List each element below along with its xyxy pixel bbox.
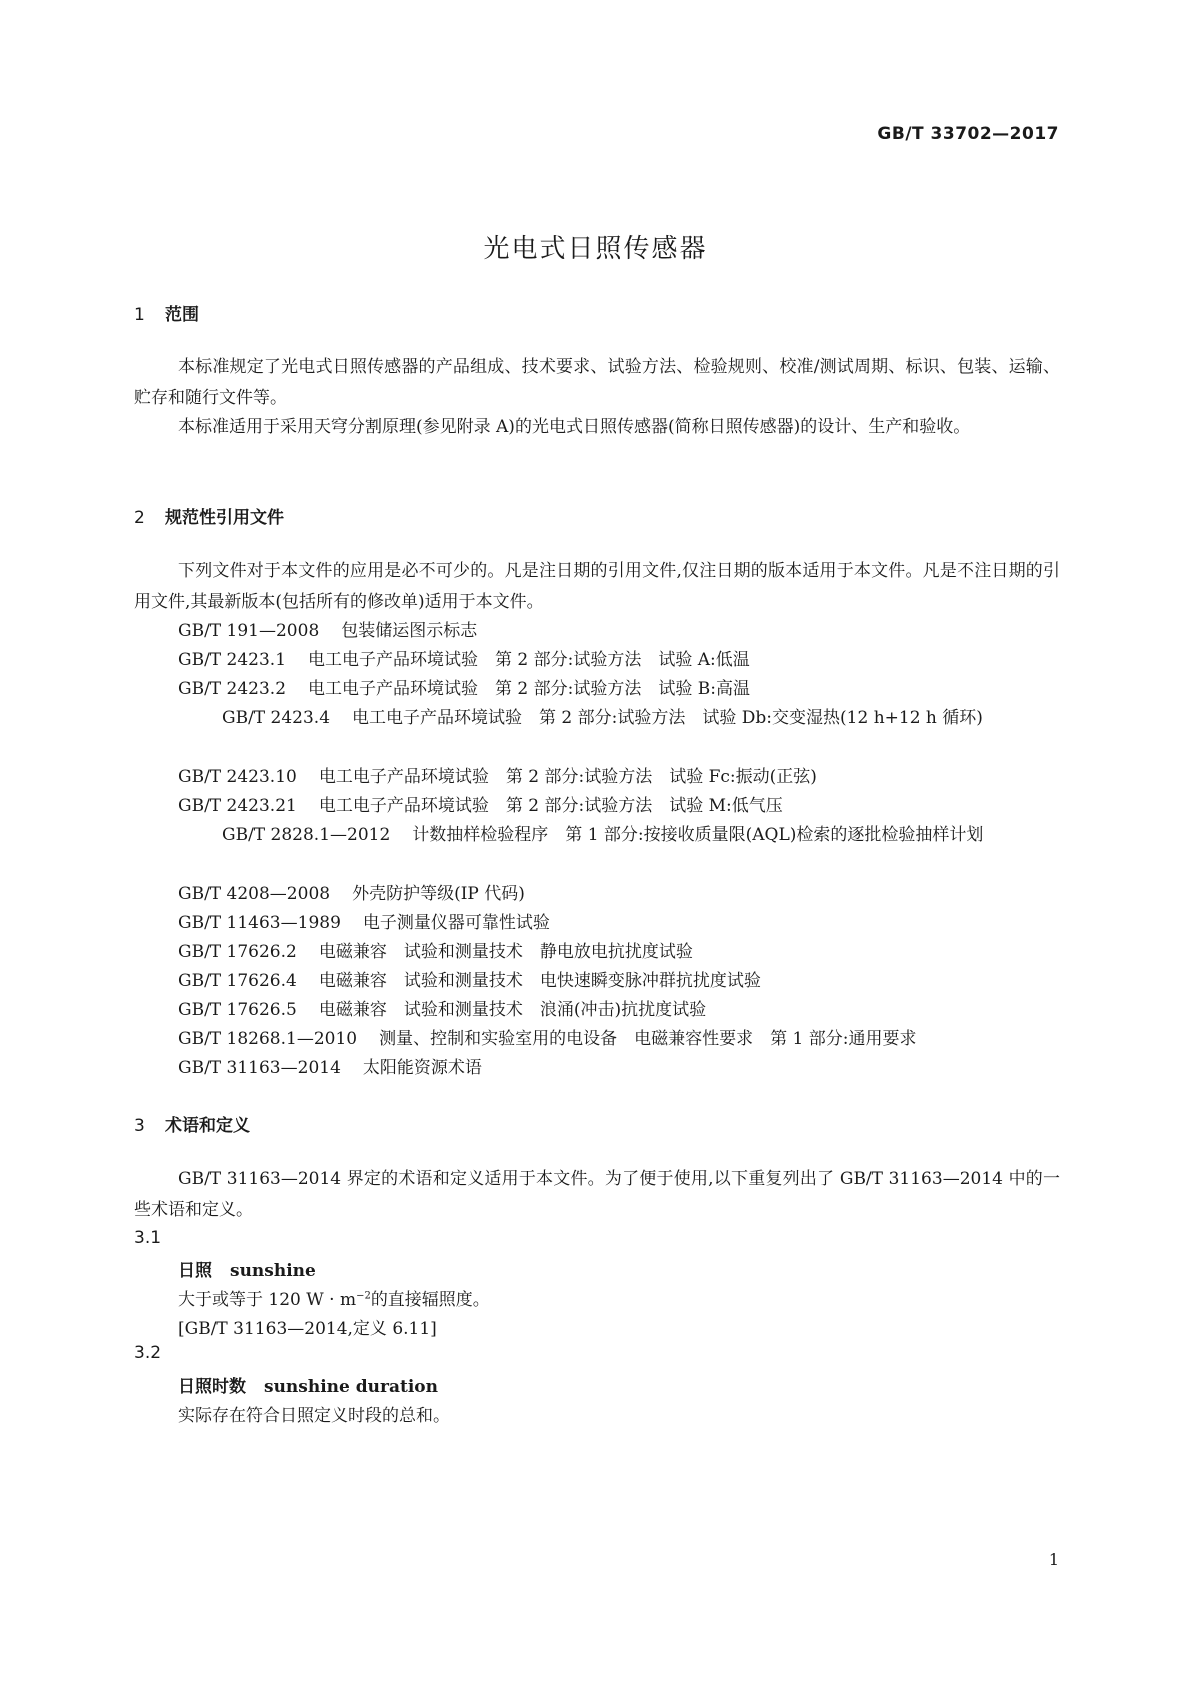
term-number: 3.1 bbox=[134, 1228, 162, 1248]
reference-item bbox=[178, 674, 1060, 705]
document-code: GB/T 33702—2017 bbox=[877, 124, 1059, 144]
reference-item bbox=[178, 645, 1060, 676]
section-title: 术语和定义 bbox=[165, 1116, 250, 1136]
reference-title: 电磁兼容 试验和测量技术 电快速瞬变脉冲群抗扰度试验 bbox=[318, 971, 761, 991]
term-definition: 大于或等于 120 $W \cdot m^{-2}$的直接辐照度。 bbox=[178, 1290, 490, 1310]
reference-code: GB/T 17626.4 bbox=[178, 971, 297, 991]
reference-title: 电工电子产品环境试验 第 2 部分:试验方法 试验 Fc:振动(正弦) bbox=[318, 767, 817, 787]
document-title: 光电式日照传感器 bbox=[483, 234, 708, 264]
term-number: 3.2 bbox=[134, 1343, 162, 1363]
section-title: 范围 bbox=[165, 305, 199, 325]
section-title: 规范性引用文件 bbox=[165, 508, 284, 528]
reference-code: GB/T 11463—1989 bbox=[178, 913, 341, 933]
reference-item bbox=[178, 616, 1060, 647]
reference-title: 计数抽样检验程序 第 1 部分:按接收质量限(AQL)检索的逐批检验抽样计划 bbox=[412, 825, 984, 845]
section-3-heading bbox=[134, 1111, 250, 1136]
reference-code: GB/T 2423.21 bbox=[178, 796, 297, 816]
section-1-paragraph-1: 本标准规定了光电式日照传感器的产品组成、技术要求、试验方法、检验规则、校准/测试周期、标识、包装、运输、贮存和随行文件等。 bbox=[134, 357, 1060, 408]
reference-title: 电工电子产品环境试验 第 2 部分:试验方法 试验 B:高温 bbox=[308, 679, 751, 699]
reference-code: GB/T 2828.1—2012 bbox=[222, 825, 391, 845]
reference-item bbox=[178, 966, 1060, 997]
reference-code: GB/T 4208—2008 bbox=[178, 884, 331, 904]
reference-item bbox=[178, 908, 1060, 939]
reference-code: GB/T 17626.5 bbox=[178, 1000, 297, 1020]
reference-item bbox=[178, 1053, 1060, 1084]
section-3-intro: GB/T 31163—2014 界定的术语和定义适用于本文件。为了便于使用,以下重复列出了 GB/T 31163—2014 中的一些术语和定义。 bbox=[134, 1169, 1060, 1220]
reference-code: GB/T 31163—2014 bbox=[178, 1058, 341, 1078]
reference-title: 包装储运图示标志 bbox=[341, 621, 478, 641]
reference-item bbox=[178, 1024, 1060, 1055]
reference-code: GB/T 18268.1—2010 bbox=[178, 1029, 358, 1049]
reference-item bbox=[134, 820, 1060, 851]
section-2-intro: 下列文件对于本文件的应用是必不可少的。凡是注日期的引用文件,仅注日期的版本适用于本文件。凡是不注日期的引用文件,其最新版本(包括所有的修改单)适用于本文件。 bbox=[134, 561, 1060, 612]
term-chinese: 日照时数 bbox=[178, 1377, 246, 1397]
section-2-heading bbox=[134, 503, 284, 528]
reference-item bbox=[178, 791, 1060, 822]
term-heading bbox=[178, 1256, 316, 1281]
reference-title: 太阳能资源术语 bbox=[362, 1058, 482, 1078]
reference-code: GB/T 191—2008 bbox=[178, 621, 320, 641]
term-source: [GB/T 31163—2014,定义 6.11] bbox=[178, 1319, 437, 1339]
reference-title: 测量、控制和实验室用的电设备 电磁兼容性要求 第 1 部分:通用要求 bbox=[379, 1029, 917, 1049]
term-chinese: 日照 bbox=[178, 1261, 212, 1281]
reference-title: 外壳防护等级(IP 代码) bbox=[352, 884, 525, 904]
reference-item bbox=[178, 995, 1060, 1026]
reference-title: 电磁兼容 试验和测量技术 静电放电抗扰度试验 bbox=[318, 942, 693, 962]
reference-item bbox=[178, 937, 1060, 968]
section-1-heading bbox=[134, 300, 199, 325]
reference-title: 电工电子产品环境试验 第 2 部分:试验方法 试验 A:低温 bbox=[308, 650, 750, 670]
reference-code: GB/T 2423.1 bbox=[178, 650, 287, 670]
reference-title: 电磁兼容 试验和测量技术 浪涌(冲击)抗扰度试验 bbox=[318, 1000, 707, 1020]
term-definition: 实际存在符合日照定义时段的总和。 bbox=[178, 1406, 450, 1426]
term-english: sunshine duration bbox=[264, 1377, 439, 1397]
reference-item bbox=[134, 703, 1060, 734]
section-number: 2 bbox=[134, 508, 145, 528]
reference-code: GB/T 17626.2 bbox=[178, 942, 297, 962]
section-1-paragraph-2: 本标准适用于采用天穹分割原理(参见附录 A)的光电式日照传感器(简称日照传感器)的设计、生产和验收。 bbox=[178, 417, 971, 437]
page-number: 1 bbox=[1048, 1550, 1059, 1569]
term-heading bbox=[178, 1372, 438, 1397]
reference-code: GB/T 2423.10 bbox=[178, 767, 297, 787]
section-number: 3 bbox=[134, 1116, 145, 1136]
reference-code: GB/T 2423.2 bbox=[178, 679, 287, 699]
term-english: sunshine bbox=[230, 1261, 316, 1281]
section-number: 1 bbox=[134, 305, 145, 325]
reference-title: 电工电子产品环境试验 第 2 部分:试验方法 试验 Db:交变湿热(12 h+12 h 循环) bbox=[352, 708, 983, 728]
reference-title: 电子测量仪器可靠性试验 bbox=[362, 913, 550, 933]
reference-item bbox=[178, 762, 1060, 793]
reference-title: 电工电子产品环境试验 第 2 部分:试验方法 试验 M:低气压 bbox=[318, 796, 783, 816]
reference-item bbox=[178, 879, 1060, 910]
reference-code: GB/T 2423.4 bbox=[222, 708, 331, 728]
